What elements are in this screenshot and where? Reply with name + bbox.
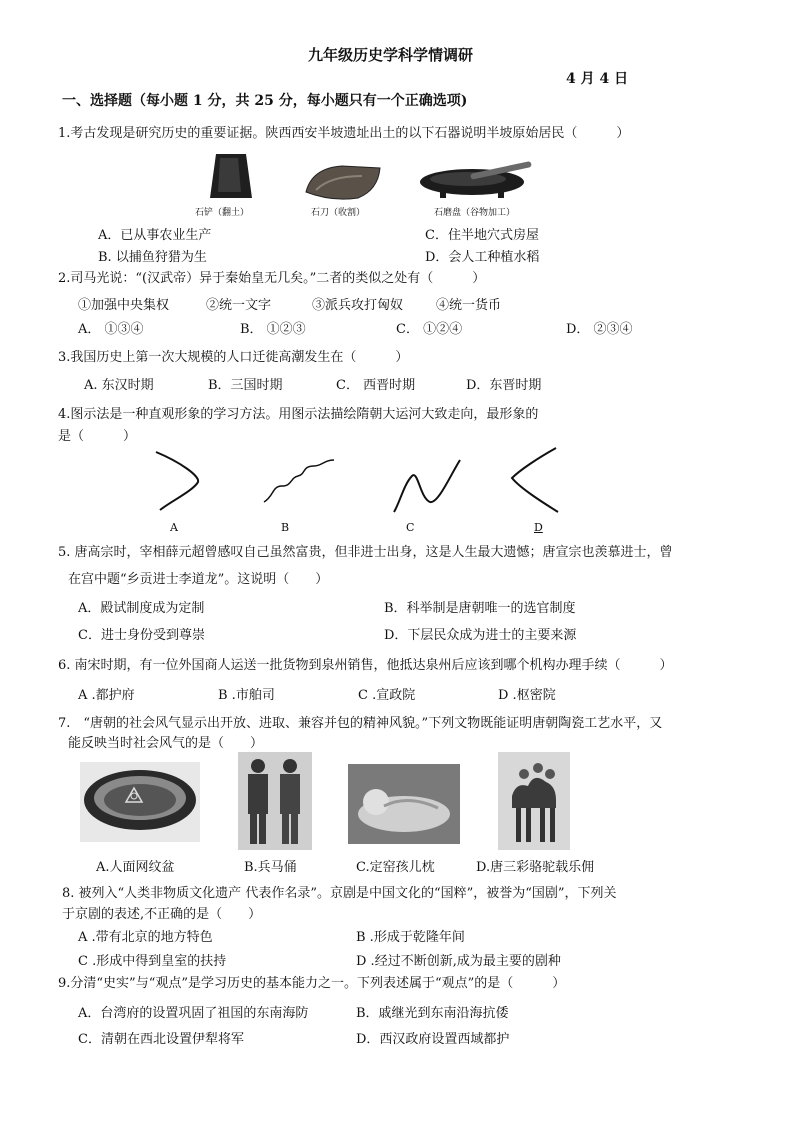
q7-option-d[interactable]: D.唐三彩骆驼载乐佣 [476,860,595,875]
q8-option-c[interactable]: C .形成中得到皇室的扶持 [78,954,227,969]
exam-date: 4 月 4 日 [566,71,629,87]
q3-option-b[interactable]: B．三国时期 [208,378,283,393]
q4-label-d: D [534,521,543,534]
q4-label-b: B [281,521,290,534]
q2-option-b[interactable]: B． ①②③ [240,322,306,337]
q5-option-d[interactable]: D．下层民众成为进士的主要来源 [384,628,577,643]
q9-stem: 9.分清“史实”与“观点”是学习历史的基本能力之一。下列表述属于“观点”的是（ ） [58,976,566,991]
stone-knife-image [302,162,384,202]
page-title: 九年级历史学科学情调研 [308,46,474,64]
q4-label-c: C [406,521,415,534]
q6-stem: 6. 南宋时期，有一位外国商人运送一批货物到泉州销售，他抵达泉州后应该到哪个机构办理手续（ ） [58,658,673,673]
section-heading: 一、选择题（每小题 1 分，共 25 分，每小题只有一个正确选项) [62,93,468,109]
q4-label-a: A [170,521,178,534]
q3-option-d[interactable]: D．东晋时期 [466,378,542,393]
q6-option-b[interactable]: B .市舶司 [218,688,275,703]
q2-item-1: ①加强中央集权 [78,298,170,313]
q7-option-b[interactable]: B.兵马俑 [244,860,297,875]
q4-stem-line2: 是（ ） [58,429,137,444]
q7-option-c[interactable]: C.定窑孩儿枕 [356,860,435,875]
q2-option-a[interactable]: A． ①③④ [78,322,144,337]
q3-stem: 3.我国历史上第一次大规模的人口迁徙高潮发生在（ ） [58,350,409,365]
q5-stem-line2: 在宫中题“乡贡进士李道龙”。这说明（ ） [68,572,329,587]
q9-option-c[interactable]: C．清朝在西北设置伊犁将军 [78,1032,244,1047]
canal-curve-c[interactable] [390,454,464,516]
q4-stem-line1: 4.图示法是一种直观形象的学习方法。用图示法描绘隋朝大运河大致走向，最形象的 [58,407,539,422]
q1-option-a[interactable]: A．已从事农业生产 [98,228,212,243]
q1-option-b[interactable]: B. 以捕鱼狩猎为生 [98,250,207,265]
q1-stem: 1.考古发现是研究历史的重要证据。陕西西安半坡遗址出土的以下石器说明半坡原始居民（ ） [58,126,630,141]
canal-curve-b[interactable] [262,456,340,506]
q3-option-c[interactable]: C． 西晋时期 [336,378,416,393]
grinding-slab-image [418,164,534,200]
q5-stem-line1: 5. 唐高宗时，宰相薛元超曾感叹自己虽然富贵，但非进士出身，这是人生最大遗憾；唐宣宗也羡慕进士，曾 [58,545,673,560]
q6-option-d[interactable]: D .枢密院 [498,688,556,703]
stone-shovel-image [208,152,254,200]
q7-stem-line1: 7. “唐朝的社会风气显示出开放、进取、兼容并包的精神风貌。”下列文物既能证明唐朝陶瓷工艺水平，又 [58,716,663,731]
q1-option-c[interactable]: C．住半地穴式房屋 [425,228,539,243]
q8-option-a[interactable]: A .带有北京的地方特色 [78,930,213,945]
painted-basin-image [80,762,200,842]
q9-option-b[interactable]: B．戚继光到东南沿海抗倭 [356,1006,509,1021]
terracotta-warriors-image [238,752,312,850]
q8-option-b[interactable]: B .形成于乾隆年间 [356,930,465,945]
q8-stem-line2: 于京剧的表述,不正确的是（ ） [62,907,262,922]
q9-option-a[interactable]: A．台湾府的设置巩固了祖国的东南海防 [78,1006,309,1021]
q5-option-b[interactable]: B．科举制是唐朝唯一的选官制度 [384,601,576,616]
q1-option-d[interactable]: D．会人工种植水稻 [425,250,540,265]
q2-item-4: ④统一货币 [436,298,502,313]
q5-option-a[interactable]: A．殿试制度成为定制 [78,601,205,616]
canal-curve-d[interactable] [508,444,562,516]
q5-option-c[interactable]: C．进士身份受到尊崇 [78,628,205,643]
q1-caption-knife: 石刀（收割） [311,208,366,218]
tricolor-camel-image [498,752,570,850]
q2-option-d[interactable]: D． ②③④ [566,322,633,337]
q3-option-a[interactable]: A. 东汉时期 [84,378,154,393]
child-pillow-image [348,764,460,844]
q8-option-d[interactable]: D .经过不断创新,成为最主要的剧种 [356,954,561,969]
q2-item-2: ②统一文字 [206,298,272,313]
q1-caption-slab: 石磨盘（谷物加工） [434,208,516,218]
q6-option-a[interactable]: A .都护府 [78,688,135,703]
canal-curve-a[interactable] [150,448,210,514]
q2-item-3: ③派兵攻打匈奴 [312,298,404,313]
q6-option-c[interactable]: C .宣政院 [358,688,416,703]
q1-caption-shovel: 石铲（翻土） [195,208,250,218]
q7-option-a[interactable]: A.人面网纹盆 [96,860,175,875]
q2-stem: 2.司马光说：“(汉武帝）异于秦始皇无几矣。”二者的类似之处有（ ） [58,271,486,286]
q2-option-c[interactable]: C． ①②④ [396,322,463,337]
q7-stem-line2: 能反映当时社会风气的是（ ） [68,736,264,751]
q8-stem-line1: 8. 被列入“人类非物质文化遗产 代表作名录”。京剧是中国文化的“国粹”，被誉为“国剧”，下列关 [62,886,617,901]
q9-option-d[interactable]: D．西汉政府设置西域都护 [356,1032,510,1047]
